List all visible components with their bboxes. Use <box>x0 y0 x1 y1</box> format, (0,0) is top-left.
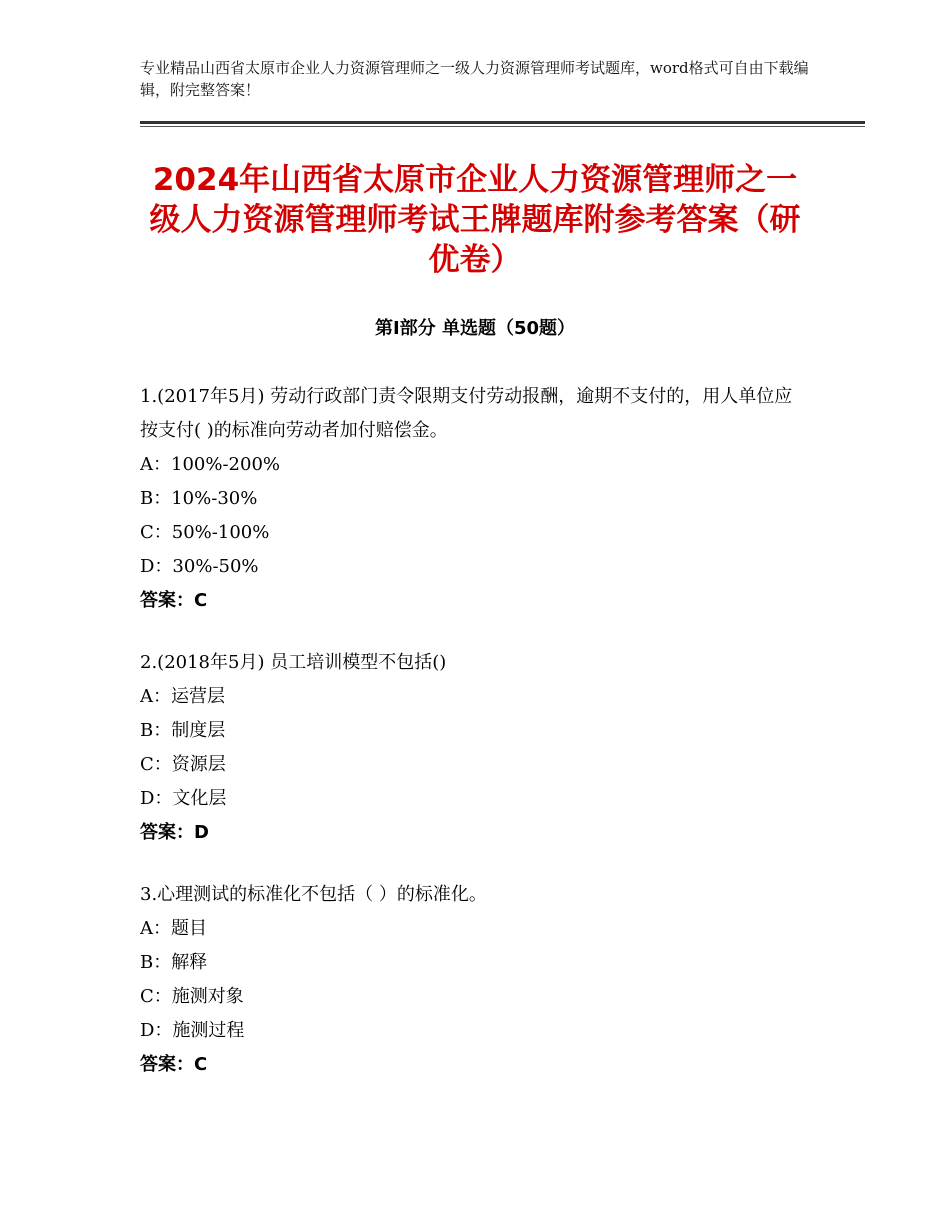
option-a: A：100%-200% <box>140 454 281 475</box>
section-title: 第Ⅰ部分 单选题（50题） <box>374 318 575 339</box>
option-b: B：10%-30% <box>140 488 258 509</box>
header-divider-thin <box>140 126 865 127</box>
question-1 <box>140 380 800 618</box>
option-b: B：解释 <box>140 952 208 973</box>
option-b: B：制度层 <box>140 720 226 741</box>
option-d: D：30%-50% <box>140 556 259 577</box>
question-stem: 2.(2018年5月) 员工培训模型不包括() <box>140 652 447 673</box>
header-divider-thick <box>140 121 865 124</box>
option-a: A：题目 <box>140 918 207 939</box>
document-title: 2024年山西省太原市企业人力资源管理师之一级人力资源管理师考试王牌题库附参考答案（研优卷） <box>149 162 801 278</box>
answer: 答案：D <box>140 822 209 843</box>
question-list <box>140 380 800 1110</box>
option-c: C：50%-100% <box>140 522 270 543</box>
answer: 答案：C <box>140 590 208 611</box>
question-2 <box>140 646 800 850</box>
option-a: A：运营层 <box>140 686 225 707</box>
question-stem: 3.心理测试的标准化不包括（ ）的标准化。 <box>140 884 487 905</box>
option-d: D：施测过程 <box>140 1020 245 1041</box>
option-c: C：资源层 <box>140 754 226 775</box>
question-stem: 1.(2017年5月) 劳动行政部门责令限期支付劳动报酬，逾期不支付的，用人单位应按支付( )的标准向劳动者加付赔偿金。 <box>140 386 793 441</box>
answer: 答案：C <box>140 1054 208 1075</box>
option-d: D：文化层 <box>140 788 227 809</box>
header-note: 专业精品山西省太原市企业人力资源管理师之一级人力资源管理师考试题库，word格式可自由下载编辑，附完整答案！ <box>140 59 809 99</box>
question-3 <box>140 878 800 1082</box>
option-c: C：施测对象 <box>140 986 244 1007</box>
